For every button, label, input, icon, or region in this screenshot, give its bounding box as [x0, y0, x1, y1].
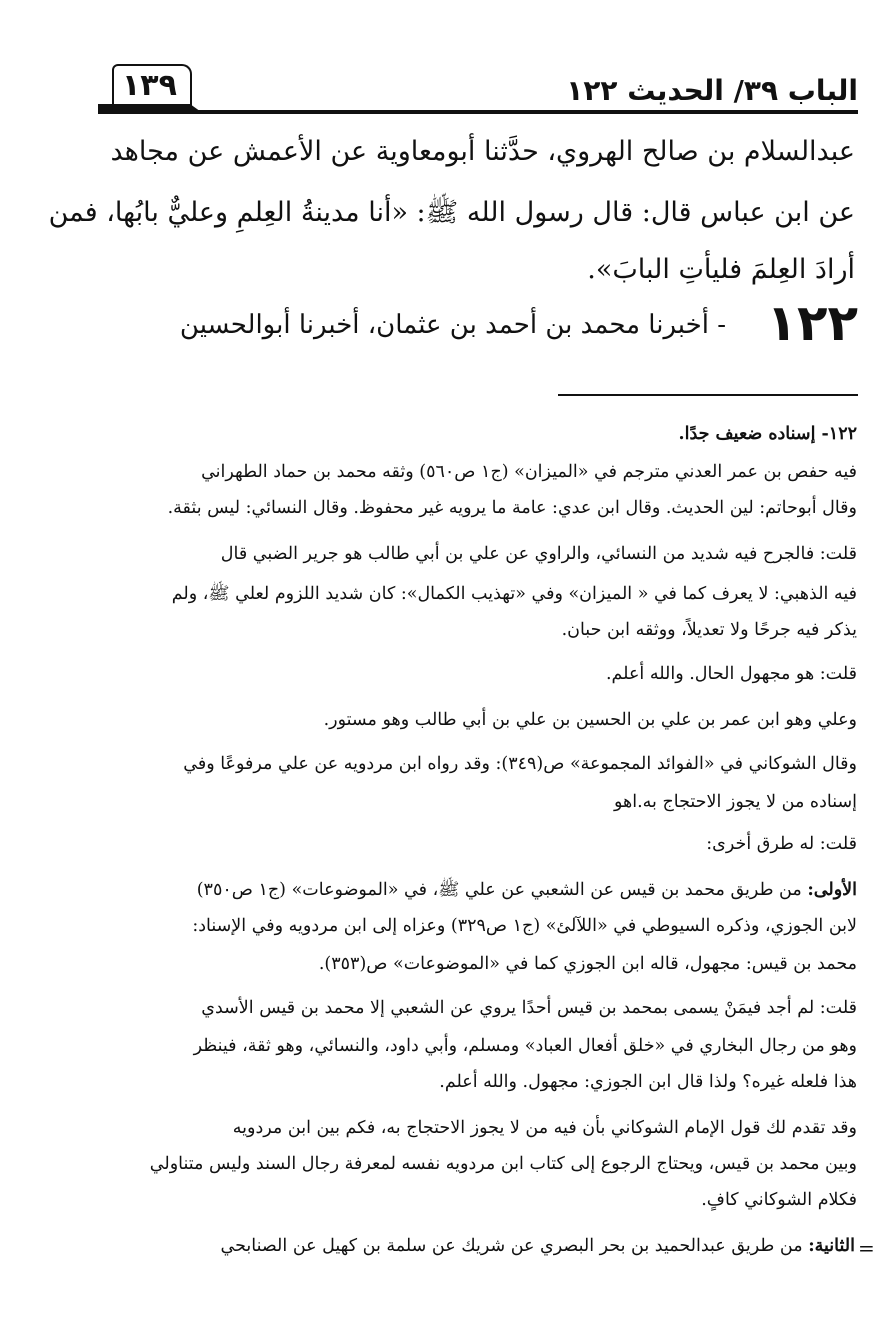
footnote-lead: الثانية:	[808, 1236, 855, 1256]
footnote-line: قلت: لم أجد فيمَنْ يسمى بمحمد بن قيس أحدًا يروي عن الشعبي إلا محمد بن قيس الأسدي	[201, 998, 857, 1018]
continuation-mark: =	[858, 1236, 875, 1260]
footnote-line: فيه الذهبي: لا يعرف كما في « الميزان» وفي «تهذيب الكمال»: كان شديد اللزوم لعلي ﷺ، ولم	[171, 584, 857, 604]
header-rule	[98, 110, 858, 114]
footnote-line: وبين محمد بن قيس، ويحتاج الرجوع إلى كتاب ابن مردويه نفسه لمعرفة رجال السند وليس متناولي	[149, 1154, 857, 1174]
footnote-separator	[558, 394, 858, 396]
hadith-chain: - أخبرنا محمد بن أحمد بن عثمان، أخبرنا أبوالحسين	[179, 310, 726, 340]
footnote-text: من طريق محمد بن قيس عن الشعبي عن علي ﷺ، في «الموضوعات» (ج١ ص٣٥٠)	[196, 880, 808, 900]
running-head: الباب ٣٩/ الحديث ١٢٢	[566, 74, 858, 107]
footnote-line: قلت: له طرق أخرى:	[706, 834, 857, 854]
footnote-line: إسناده من لا يجوز الاحتجاج به.اهو	[613, 792, 857, 812]
page-header	[98, 60, 858, 120]
page-number: ١٣٩	[122, 68, 177, 103]
footnote-line	[221, 1236, 855, 1256]
footnote-line: فكلام الشوكاني كافٍ.	[701, 1190, 857, 1210]
footnote-heading: ١٢٢- إسناده ضعيف جدًا.	[678, 424, 857, 444]
footnote-line: وهو من رجال البخاري في «خلق أفعال العباد» ومسلم، وأبي داود، والنسائي، وهو ثقة، فينظر	[193, 1036, 857, 1056]
hadith-number: ١٢٢	[766, 294, 858, 352]
footnote-line: وقد تقدم لك قول الإمام الشوكاني بأن فيه من لا يجوز الاحتجاج به، فكم بين ابن مردويه	[232, 1118, 857, 1138]
main-text-line-3: أرادَ العِلمَ فليأتِ البابَ».	[587, 254, 855, 285]
footnote-line: قلت: هو مجهول الحال. والله أعلم.	[605, 664, 857, 684]
footnote-text: من طريق عبدالحميد بن بحر البصري عن شريك عن سلمة بن كهيل عن الصنابحي	[220, 1236, 809, 1256]
footnote-line: وقال الشوكاني في «الفوائد المجموعة» ص(٣٤٩): وقد رواه ابن مردويه عن علي مرفوعًا وفي	[183, 754, 857, 774]
footnote-line: هذا فلعله غيره؟ ولذا قال ابن الجوزي: مجهول. والله أعلم.	[439, 1072, 857, 1092]
main-text-line-2: عن ابن عباس قال: قال رسول الله ﷺ: «أنا مدينةُ العِلمِ وعليٌّ بابُها، فمن	[48, 197, 855, 228]
footnote-line: لابن الجوزي، وذكره السيوطي في «اللآلئ» (ج١ ص٣٢٩) وعزاه إلى ابن مردويه وفي الإسناد:	[192, 916, 857, 936]
footnote-line	[197, 878, 857, 904]
footnote-line: قلت: فالجرح فيه شديد من النسائي، والراوي عن علي بن أبي طالب هو جرير الضبي قال	[220, 544, 857, 564]
footnote-line: يذكر فيه جرحًا ولا تعديلاً، ووثقه ابن حبان.	[561, 620, 857, 640]
footnote-line: وقال أبوحاتم: لين الحديث. وقال ابن عدي: عامة ما يرويه غير محفوظ. وقال النسائي: ليس بثقة.	[167, 498, 857, 518]
footnote-lead: الأولى:	[807, 880, 857, 900]
footnote-line: محمد بن قيس: مجهول، قاله ابن الجوزي كما في «الموضوعات» ص(٣٥٣).	[318, 954, 857, 974]
footnote-line: فيه حفص بن عمر العدني مترجم في «الميزان» (ج١ ص٥٦٠) وثقه محمد بن حماد الطهراني	[201, 462, 857, 482]
main-text-line-1: عبدالسلام بن صالح الهروي، حدَّثنا أبومعاوية عن الأعمش عن مجاهد	[110, 136, 855, 167]
hadith-heading	[92, 294, 858, 360]
footnote-line: وعلي وهو ابن عمر بن علي بن الحسين بن علي بن أبي طالب وهو مستور.	[323, 710, 857, 730]
